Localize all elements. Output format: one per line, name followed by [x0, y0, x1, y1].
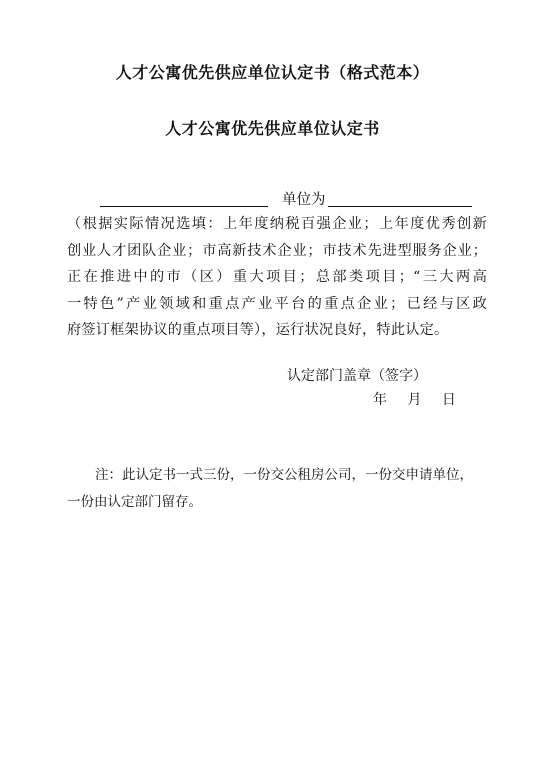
body-line: 创业人才团队企业；市高新技术企业；市技术先进型服务企业； [67, 242, 487, 259]
signature-label: 认定部门盖章（签字） [287, 368, 427, 384]
body-line: 府签订框架协议的重点项目等），运行状况良好，特此认定。 [67, 322, 449, 338]
note-line: 一份由认定部门留存。 [67, 494, 202, 510]
note-line: 注：此认定书一式三份，一份交公租房公司，一份交申请单位， [95, 467, 473, 483]
certificate-heading: 人才公寓优先供应单位认定书 [165, 119, 380, 138]
blank-line-unit [328, 206, 472, 207]
body-line: 一特色”产业领域和重点产业平台的重点企业；已经与区政 [67, 295, 487, 312]
body-line: （根据实际情况选填：上年度纳税百强企业；上年度优秀创新 [67, 216, 487, 232]
body-line: 正在推进中的市（区）重大项目；总部类项目；“三大两高 [67, 269, 487, 285]
blank-line-prefix [100, 206, 268, 207]
certification-body [67, 211, 487, 344]
unit-fill-row [100, 188, 472, 210]
footnote [67, 462, 487, 516]
document-title: 人才公寓优先供应单位认定书（格式范本） [115, 63, 430, 82]
date-label: 年 月 日 [373, 392, 456, 408]
unit-label: 单位为 [282, 192, 326, 208]
